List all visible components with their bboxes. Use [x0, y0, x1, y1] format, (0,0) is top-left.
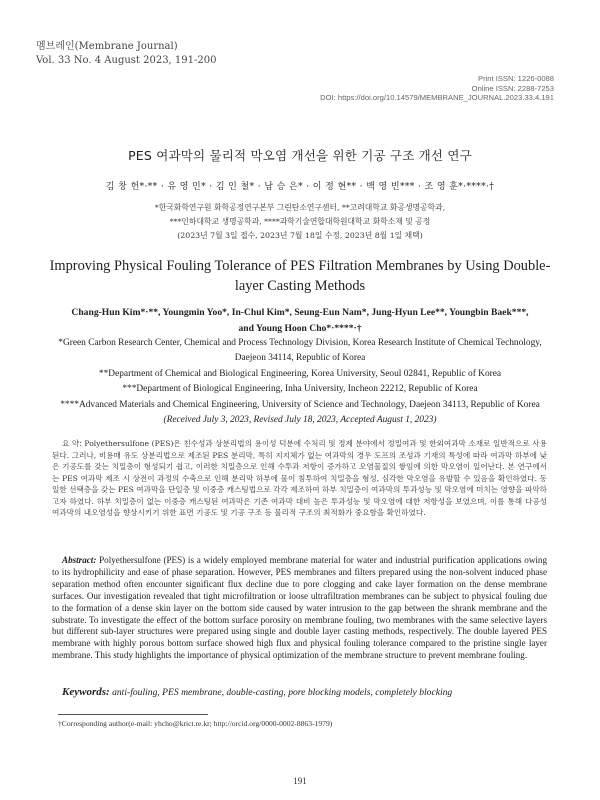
footnote-divider	[58, 714, 208, 715]
english-abstract-label: Abstract:	[62, 555, 97, 565]
online-issn: Online ISSN: 2288-7253	[471, 83, 554, 93]
english-dates: (Received July 3, 2023, Revised July 18, 2023, Accepted August 1, 2023)	[163, 415, 437, 426]
english-affiliations	[30, 336, 570, 428]
korean-affiliation-line: ***인하대학교 생명공학과, ****과학기술연합대학원대학교 화학소재 및 공정	[169, 217, 431, 226]
english-affiliation-line: ****Advanced Materials and Chemical Engineering, University of Science and Technology, Daejeon 34113, Republic of Korea	[60, 399, 540, 410]
english-affiliation-line: Daejeon 34114, Republic of Korea	[234, 353, 366, 364]
korean-abstract-label: 요 약:	[62, 439, 82, 448]
english-affiliation-line: ***Department of Biological Engineering, Inha University, Incheon 22212, Republic of Korea	[122, 384, 478, 395]
english-abstract	[52, 555, 547, 662]
journal-name: 멤브레인(Membrane Journal)	[36, 41, 178, 52]
print-issn: Print ISSN: 1226-0088	[478, 74, 554, 83]
doi-link[interactable]: DOI: https://doi.org/10.14579/MEMBRANE_JOURNAL.2023.33.4.191	[320, 93, 554, 102]
korean-dates: (2023년 7월 3일 접수, 2023년 7월 18일 수정, 2023년 8월 1일 채택)	[177, 231, 423, 240]
keywords-text: anti-fouling, PES membrane, double-casting, pore blocking models, completely blocking	[112, 687, 453, 698]
korean-affiliation-line: *한국화학연구원 화학공정연구본부 그린탄소연구센터, **고려대학교 화공생명공학과,	[154, 203, 446, 212]
korean-affiliations	[0, 201, 600, 243]
keywords	[62, 686, 552, 698]
english-title: Improving Physical Fouling Tolerance of PES Filtration Membranes by Using Double-layer Casting Methods	[49, 258, 551, 294]
english-authors-line: Chang-Hun Kim*·**, Youngmin Yoo*, In-Chul Kim*, Seung-Eun Nam*, Jung-Hyun Lee**, Youngbin Baek***,	[71, 307, 529, 318]
journal-header	[36, 40, 216, 68]
english-authors	[60, 305, 540, 337]
korean-title: PES 여과막의 물리적 막오염 개선을 위한 기공 구조 개선 연구	[128, 148, 472, 163]
english-affiliation-line: **Department of Chemical and Biological Engineering, Korea University, Seoul 02841, Republic of Korea	[98, 368, 502, 379]
english-authors-line: and Young Hoon Cho*·****·†	[238, 323, 362, 334]
korean-abstract	[52, 438, 547, 519]
korean-authors: 김 창 헌*·** · 유 영 민* · 김 인 철* · 남 승 은* · 이 정 현** · 백 영 빈*** · 조 영 훈*·****·†	[105, 182, 495, 192]
issn-block	[320, 74, 554, 103]
english-abstract-text: Polyethersulfone (PES) is a widely employed membrane material for water and industrial purification applications owing to its hydrophilicity and ease of phase separation. However, PES membranes and filters prepared using the non-solvent induced phase separation method often encounter significant flux decline due to pore clogging and cake layer formation on the dense membrane surfaces. Our investigation revealed that tight microfiltration or loose ultrafiltration membranes can be subject to physical fouling due to the formation of a dense skin layer on the bottom side caused by water intrusion to the gap between the shrank membrane and the substrate. To investigate the effect of the bottom surface porosity on membrane fouling, two membranes with the same selective layers but different sub-layer structures were prepared using single and double layer casting methods, respectively. The double layered PES membrane with highly porous bottom surface showed high flux and physical fouling tolerance compared to the pristine single layer membrane. This study highlights the importance of physical optimization of the membrane structure to prevent membrane fouling.	[52, 555, 548, 661]
page-number: 191	[293, 776, 307, 786]
corresponding-author-footnote: †Corresponding author(e-mail: yhcho@krict.re.kr; http://orcid.org/0000-0002-8863-1979)	[58, 719, 333, 728]
keywords-label: Keywords:	[62, 686, 110, 698]
korean-abstract-text: Polyethersulfone (PES)은 친수성과 상분리법의 용이성 덕분에 수처리 및 정제 분야에서 정밀여과 및 한외여과막 소재로 일반적으로 사용된다. 그러나, 비용매 유도 상분리법으로 제조된 PES 분리막, 특히 지지체가 없는 여과막의 경우 도프의 조성과 기재의 특성에 따라 여과막 하부에 낮은 기공도를 갖는 치밀층이 형성되기 쉽고, 이러한 치밀층으로 인해 수투과 저항이 증가하고 오염물질의 쌓임에 의한 막오염이 일어난다. 본 연구에서는 PES 여과막 제조 시 상전이 과정의 수축으로 인해 분리막 하부에 물이 침투하여 치밀층을 형성, 심각한 막오염을 유발할 수 있음을 확인하였다. 동일한 선택층을 갖는 PES 여과막을 단일층 및 이중층 캐스팅법으로 각각 제조하여 하부 치밀층이 여과막의 투과성능 및 막오염에 미치는 영향을 파악하고자 하였다. 하부 치밀층이 없는 이중층 캐스팅된 여과막은 기존 여과막 대비 높은 투과성능 및 막오염에 대한 저항성을 보였으며, 이를 통해 다공성 여과막의 내오염성을 향상시키기 위한 표면 기공도 및 기공 구조 등 물리적 구조의 최적화가 중요함을 확인하였다.	[52, 439, 547, 517]
journal-volume: Vol. 33 No. 4 August 2023, 191-200	[36, 55, 217, 66]
english-affiliation-line: *Green Carbon Research Center, Chemical and Process Technology Division, Korea Research Institute of Chemical Technology,	[58, 338, 542, 348]
